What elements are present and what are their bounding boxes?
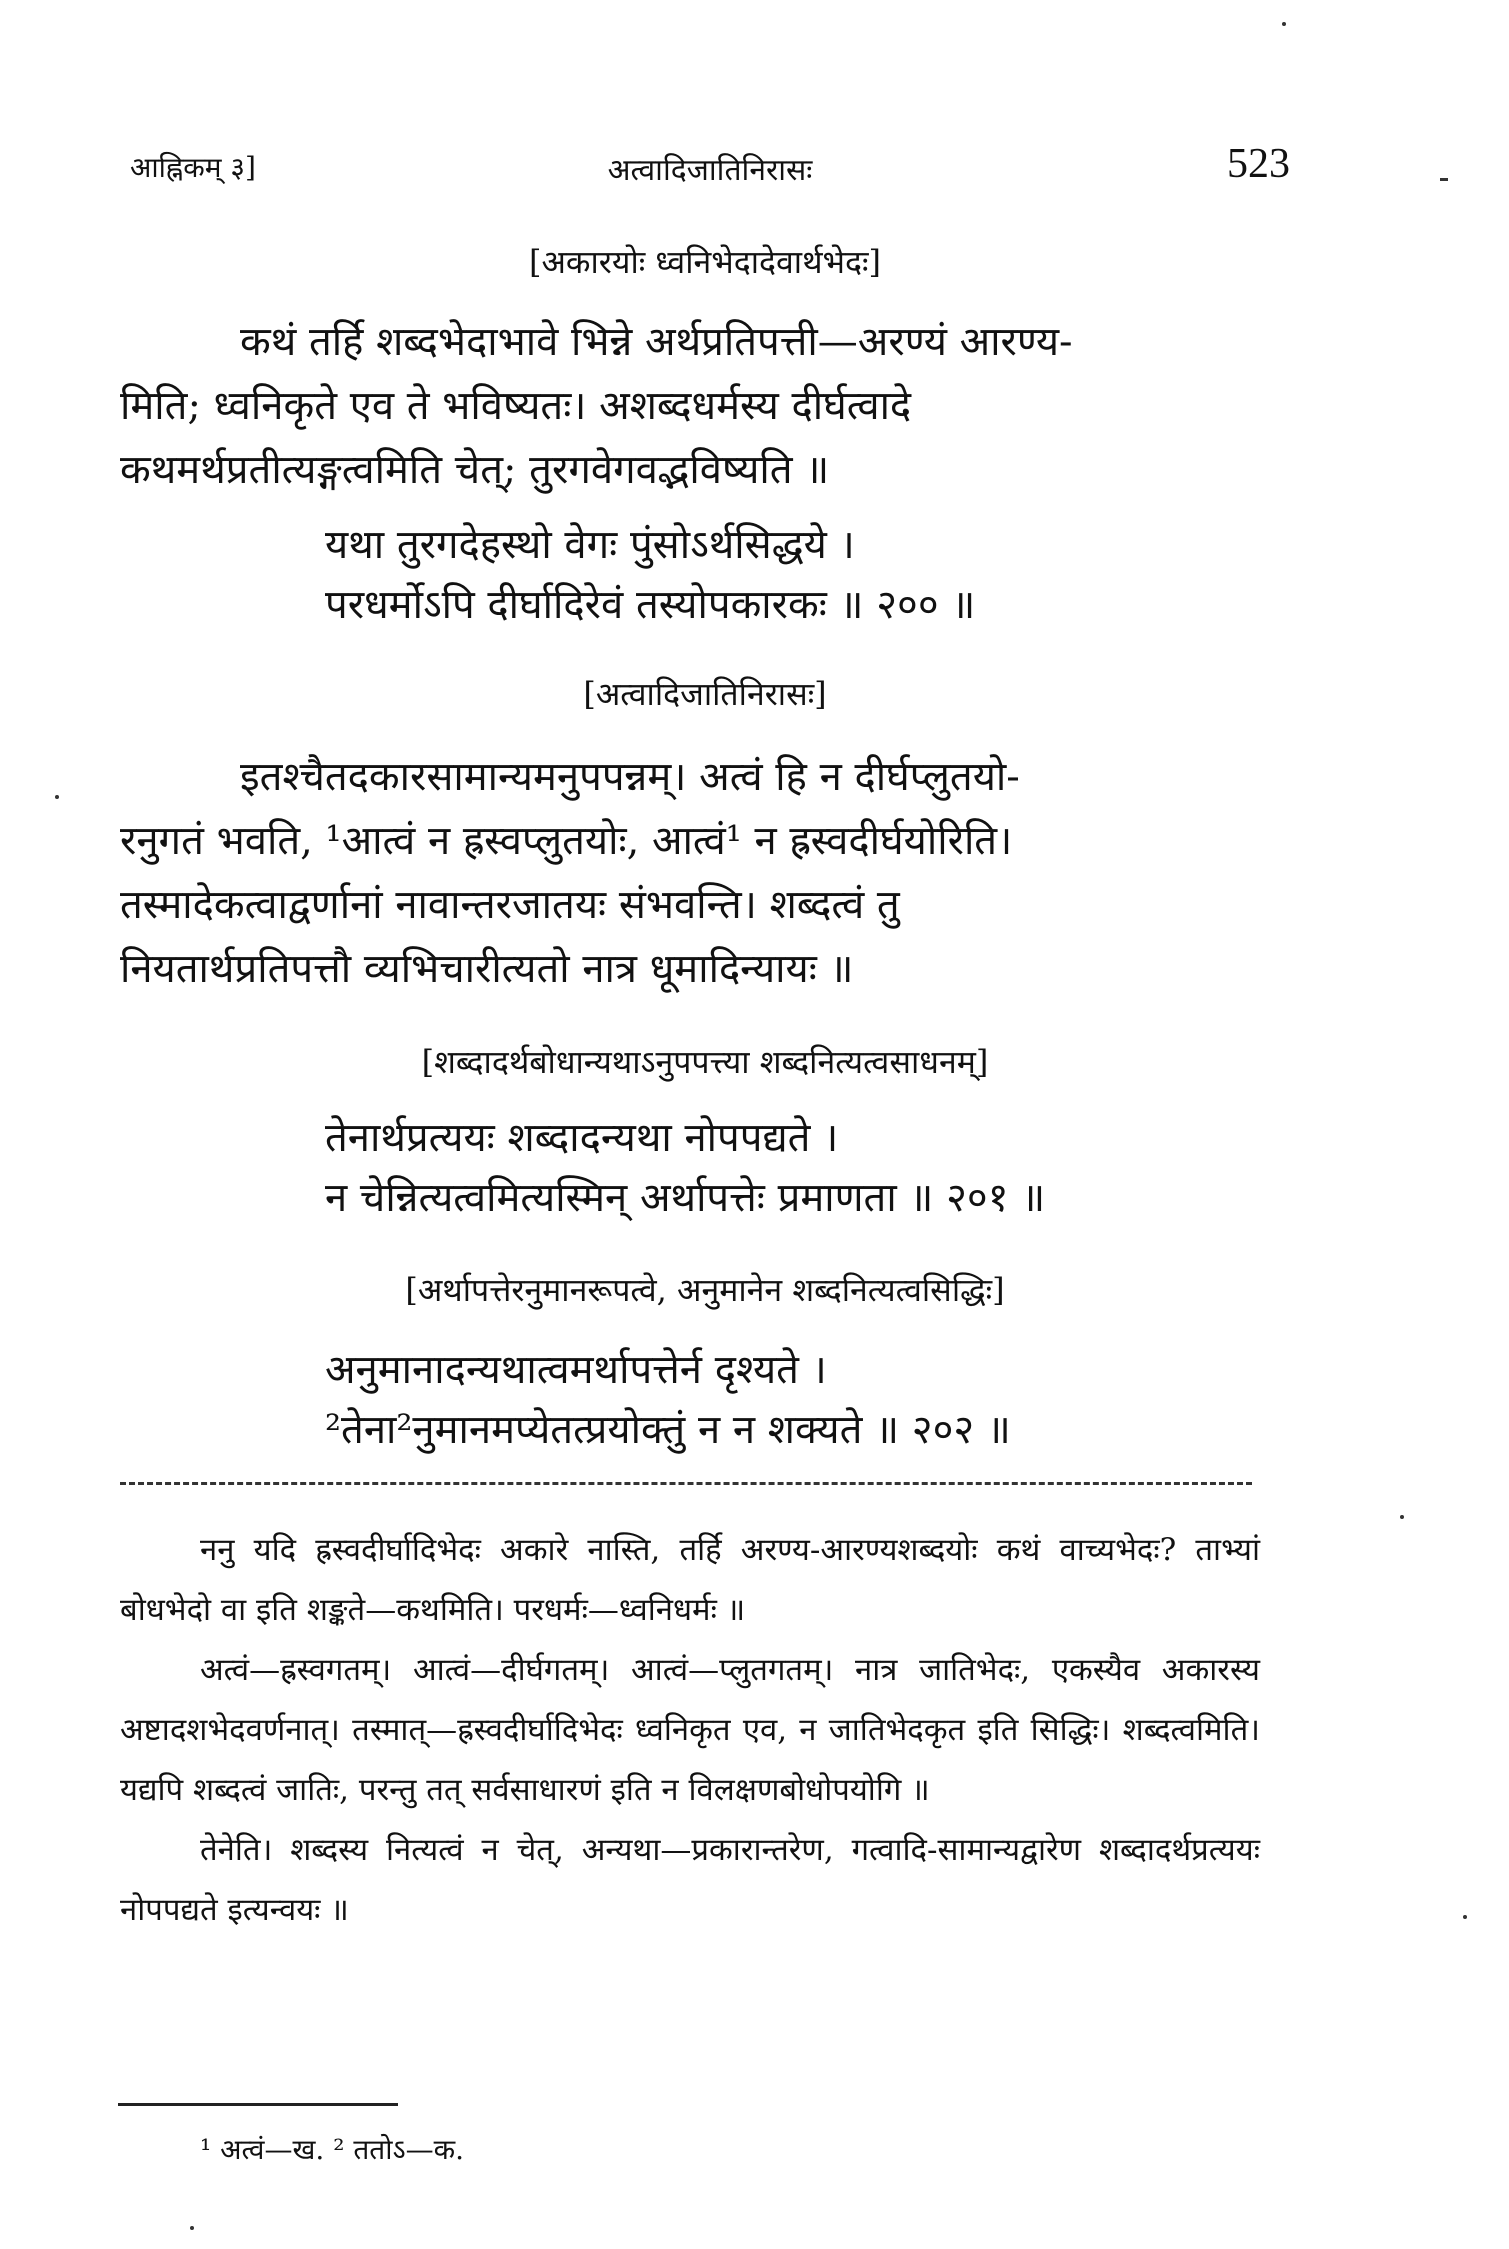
commentary-paragraph: अत्वं—ह्रस्वगतम्। आत्वं—दीर्घगतम्। आत्वं—प्लुतगतम्। नात्र जातिभेदः, एकस्यैव अकारस्य अष्टादशभेदवर्णनात्। तस्मात्—ह्रस्वदीर्घादिभेदः ध्वनिकृत एव, न जातिभेदकृत इति सिद्धिः। शब्दत्वमिति। यद्यपि शब्दत्वं जातिः, परन्तु तत् सर्वसाधारणं इति न विलक्षणबोधोपयोगि ॥ [120,1652,1260,1808]
scan-speck [190,2226,194,2230]
footnote-rule [118,2103,398,2106]
scan-speck [1463,1915,1467,1919]
section-heading-2: [अत्वादिजातिनिरासः] [583,675,827,713]
scan-speck [1282,22,1286,26]
prose-line: मिति; ध्वनिकृते एव ते भविष्यतः। अशब्दधर्मस्य दीर्घत्वादे [120,383,912,429]
verse-line: ²तेना²नुमानमप्येतत्प्रयोक्तुं न न शक्यते ॥ २०२ ॥ [325,1407,1011,1453]
commentary-divider [120,1482,1252,1485]
prose-block-2 [120,745,1290,1001]
page-number: 523 [1227,141,1290,187]
prose-line: कथं तर्हि शब्दभेदाभावे भिन्ने अर्थप्रतिपत्ती—अरण्यं आरण्य- [240,319,1073,365]
scan-speck [55,795,59,799]
verse-line: यथा तुरगदेहस्थो वेगः पुंसोऽर्थसिद्धये । [325,522,855,568]
prose-line: तस्मादेकत्वाद्वर्णानां नावान्तरजातयः संभवन्ति। शब्दत्वं तु [120,882,900,928]
prose-block-1 [120,310,1290,502]
scan-mark [1440,178,1448,181]
section-title: अत्वादिजातिनिरासः [607,153,813,188]
verse-line: न चेन्नित्यत्वमित्यस्मिन् अर्थापत्तेः प्रमाणता ॥ २०१ ॥ [325,1175,1046,1221]
verse-line: अनुमानादन्यथात्वमर्थापत्तेर्न दृश्यते । [325,1347,827,1393]
prose-line: नियतार्थप्रतिपत्तौ व्यभिचारीत्यतो नात्र धूमादिन्यायः ॥ [120,946,854,992]
verse-line: परधर्मोऽपि दीर्घादिरेवं तस्योपकारकः ॥ २०० ॥ [325,582,976,628]
prose-line: रनुगतं भवति, ¹आत्वं न ह्रस्वप्लुतयोः, आत्वं¹ न ह्रस्वदीर्घयोरिति। [120,818,1013,864]
section-heading-4: [अर्थापत्तेरनुमानरूपत्वे, अनुमानेन शब्दनित्यत्वसिद्धिः] [405,1271,1005,1309]
chapter-label: आह्निकम् ३] [130,151,256,184]
footnotes: ¹ अत्वं—ख. ² ततोऽ—क. [200,2133,464,2166]
verse-200 [325,515,1285,635]
commentary [120,1520,1260,1940]
prose-line: इतश्चैतदकारसामान्यमनुपपन्नम्। अत्वं हि न दीर्घप्लुतयो- [240,754,1020,800]
running-header [130,140,1290,200]
section-heading-3: [शब्दादर्थबोधान्यथाऽनुपपत्त्या शब्दनित्यत्वसाधनम्] [421,1043,989,1081]
section-heading-1: [अकारयोः ध्वनिभेदादेवार्थभेदः] [529,243,881,281]
commentary-paragraph: ननु यदि ह्रस्वदीर्घादिभेदः अकारे नास्ति, तर्हि अरण्य-आरण्यशब्दयोः कथं वाच्यभेदः? ताभ्यां बोधभेदो वा इति शङ्कते—कथमिति। परधर्मः—ध्वनिधर्मः ॥ [120,1532,1260,1628]
verse-201 [325,1108,1285,1228]
commentary-paragraph: तेनेति। शब्दस्य नित्यत्वं न चेत्, अन्यथा—प्रकारान्तरेण, गत्वादि-सामान्यद्वारेण शब्दादर्थप्रत्ययः नोपपद्यते इत्यन्वयः ॥ [120,1832,1260,1928]
verse-line: तेनार्थप्रत्ययः शब्दादन्यथा नोपपद्यते । [325,1115,839,1161]
prose-line: कथमर्थप्रतीत्यङ्गत्वमिति चेत्; तुरगवेगवद्भविष्यति ॥ [120,447,830,493]
verse-202 [325,1340,1285,1460]
scan-speck [1400,1515,1404,1519]
